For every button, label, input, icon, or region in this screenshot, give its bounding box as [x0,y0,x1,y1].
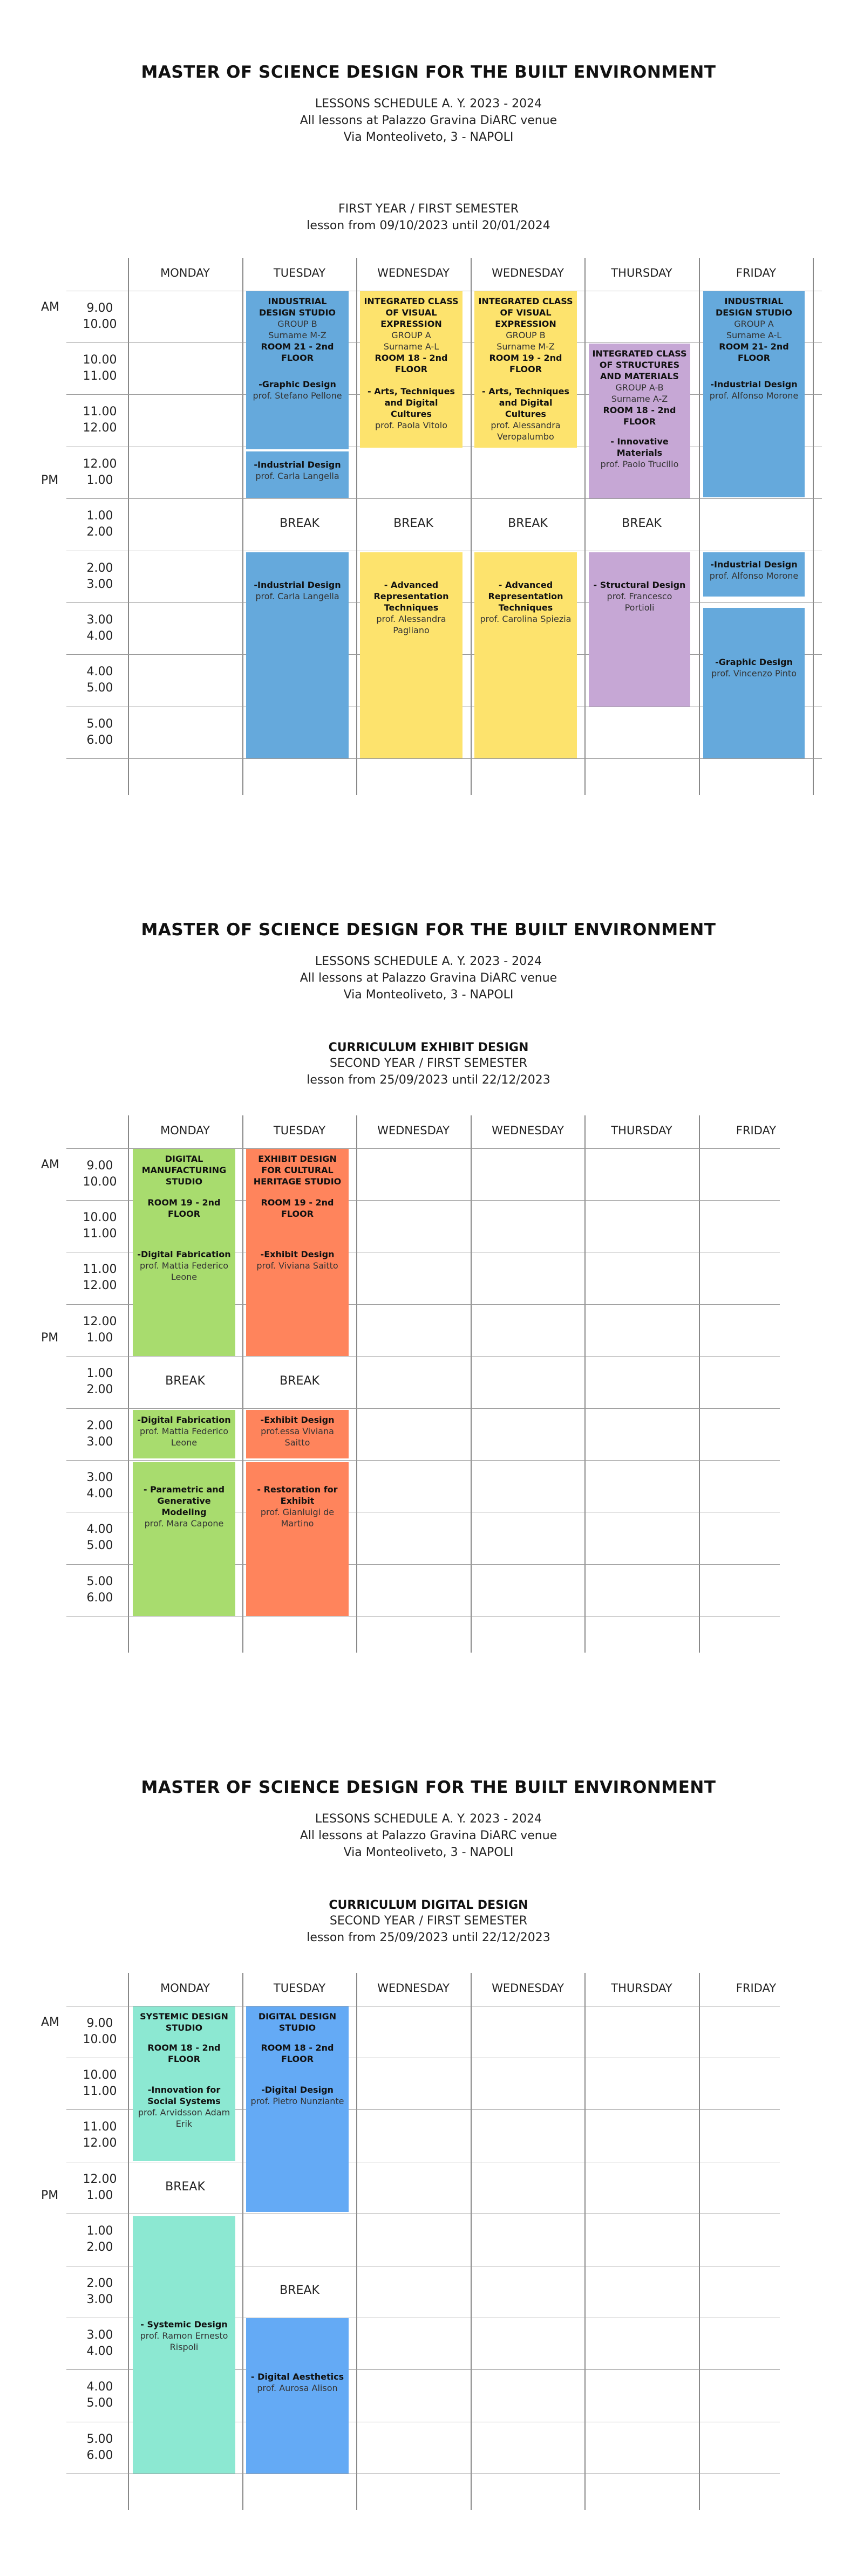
schedule-year: LESSONS SCHEDULE A. Y. 2023 - 2024 [315,97,542,111]
time-slot: 11.00 12.00 [83,2120,117,2150]
lesson-block: - Restoration for Exhibit prof. Gianluigi de Martino [246,1462,349,1616]
venue: All lessons at Palazzo Gravina DiARC venue [300,971,557,985]
day-header-friday: FRIDAY [736,1982,777,1995]
day-header-thursday: THURSDAY [611,266,672,279]
day-header-friday: FRIDAY [736,1124,777,1137]
lesson-block: -Industrial Design prof. Carla Langella [246,451,349,498]
time-slot: 4.00 5.00 [86,665,113,695]
day-header-monday: MONDAY [160,266,210,279]
break-label: BREAK [393,517,433,530]
time-slot: 4.00 5.00 [86,1523,113,1552]
day-header-thursday: THURSDAY [611,1124,672,1137]
break-label: BREAK [280,517,319,530]
time-slot: 1.00 2.00 [86,509,113,539]
page-title: MASTER OF SCIENCE DESIGN FOR THE BUILT ENVIRONMENT [141,63,716,82]
time-slot: 3.00 4.00 [86,1471,113,1501]
break-label: BREAK [280,2284,319,2297]
lesson-block: INDUSTRIAL DESIGN STUDIO GROUP B Surname M-Z ROOM 21 - 2nd FLOOR -Graphic Design prof. Stefano Pellone [246,291,349,449]
time-slot: 2.00 3.00 [86,561,113,591]
break-label: BREAK [508,517,548,530]
semester: SECOND YEAR / FIRST SEMESTER [329,1057,528,1070]
lesson-block: DIGITAL MANUFACTURING STUDIO ROOM 19 - 2nd FLOOR -Digital Fabrication prof. Mattia Federico Leone [133,1149,235,1356]
day-header-tuesday: TUESDAY [273,1982,326,1995]
lesson-block: EXHIBIT DESIGN FOR CULTURAL HERITAGE STUDIO ROOM 19 - 2nd FLOOR -Exhibit Design prof. Viviana Saitto [246,1149,349,1356]
am-label: AM [41,1158,60,1171]
lesson-block: -Exhibit Design prof.essa Viviana Saitto [246,1410,349,1458]
time-slot: 10.00 11.00 [83,353,117,383]
lesson-block: - Advanced Representation Techniques prof. Alessandra Pagliano [360,552,462,758]
lesson-block: - Systemic Design prof. Ramon Ernesto Rispoli [133,2216,235,2474]
pm-label: PM [41,1331,59,1345]
lesson-block: INDUSTRIAL DESIGN STUDIO GROUP A Surname A-L ROOM 21- 2nd FLOOR -Industrial Design prof. Alfonso Morone [703,291,805,497]
pm-label: PM [41,474,59,487]
lesson-period: lesson from 25/09/2023 until 22/12/2023 [307,1073,550,1087]
lesson-block: SYSTEMIC DESIGN STUDIO ROOM 18 - 2nd FLOOR -Innovation for Social Systems prof. Arvidsson Adam Erik [133,2006,235,2161]
day-header-friday: FRIDAY [736,266,777,279]
schedule-first-year [0,0,857,858]
lesson-block: - Structural Design prof. Francesco Portioli [589,552,690,707]
day-header-wednesday-2: WEDNESDAY [492,266,564,279]
semester: SECOND YEAR / FIRST SEMESTER [329,1914,528,1928]
venue: All lessons at Palazzo Gravina DiARC venue [300,114,557,127]
time-slot: 12.00 1.00 [83,2173,117,2202]
schedule-exhibit-design [0,858,857,1715]
address: Via Monteoliveto, 3 - NAPOLI [343,988,514,1002]
curriculum-title: CURRICULUM EXHIBIT DESIGN [328,1041,529,1054]
lesson-block: -Industrial Design prof. Alfonso Morone [703,552,805,597]
lesson-block: - Advanced Representation Techniques prof. Carolina Spiezia [474,552,577,758]
lesson-block: INTEGRATED CLASS OF STRUCTURES AND MATERIALS GROUP A-B Surname A-Z ROOM 18 - 2nd FLOOR - Innovative Materials prof. Paolo Trucillo [589,344,690,498]
day-header-wednesday: WEDNESDAY [377,1124,450,1137]
schedule-year: LESSONS SCHEDULE A. Y. 2023 - 2024 [315,955,542,968]
time-slot: 1.00 2.00 [86,2224,113,2254]
time-slot: 9.00 10.00 [83,1159,117,1189]
day-header-wednesday-2: WEDNESDAY [492,1124,564,1137]
time-slot: 3.00 4.00 [86,2328,113,2358]
time-slot: 2.00 3.00 [86,1419,113,1449]
time-slot: 1.00 2.00 [86,1367,113,1396]
lesson-block: INTEGRATED CLASS OF VISUAL EXPRESSION GROUP B Surname M-Z ROOM 19 - 2nd FLOOR - Arts, Techniques and Digital Cultures prof. Alessandra Veropalumbo [474,291,577,448]
day-header-wednesday-2: WEDNESDAY [492,1982,564,1995]
day-header-thursday: THURSDAY [611,1982,672,1995]
curriculum-title: CURRICULUM DIGITAL DESIGN [329,1899,528,1912]
semester: FIRST YEAR / FIRST SEMESTER [338,202,519,216]
time-slot: 5.00 6.00 [86,717,113,747]
page-title: MASTER OF SCIENCE DESIGN FOR THE BUILT ENVIRONMENT [141,920,716,940]
lesson-block: DIGITAL DESIGN STUDIO ROOM 18 - 2nd FLOOR -Digital Design prof. Pietro Nunziante [246,2006,349,2212]
break-label: BREAK [622,517,662,530]
address: Via Monteoliveto, 3 - NAPOLI [343,1846,514,1859]
day-header-tuesday: TUESDAY [273,266,326,279]
time-slot: 10.00 11.00 [83,2068,117,2098]
venue: All lessons at Palazzo Gravina DiARC venue [300,1829,557,1842]
schedule-digital-design [0,1715,857,2576]
time-slot: 10.00 11.00 [83,1211,117,1241]
time-slot: 5.00 6.00 [86,1575,113,1605]
lesson-block: - Digital Aesthetics prof. Aurosa Alison [246,2318,349,2474]
lesson-block: -Industrial Design prof. Carla Langella [246,552,349,758]
time-slot: 11.00 12.00 [83,405,117,435]
time-slot: 3.00 4.00 [86,613,113,643]
lesson-block: - Parametric and Generative Modeling prof. Mara Capone [133,1462,235,1616]
lesson-period: lesson from 25/09/2023 until 22/12/2023 [307,1931,550,1944]
day-header-monday: MONDAY [160,1982,210,1995]
break-label: BREAK [165,2180,205,2194]
am-label: AM [41,300,60,314]
lesson-block: -Graphic Design prof. Vincenzo Pinto [703,608,805,758]
time-slot: 5.00 6.00 [86,2433,113,2462]
lesson-block: -Digital Fabrication prof. Mattia Federico Leone [133,1410,235,1458]
pm-label: PM [41,2189,59,2202]
time-slot: 11.00 12.00 [83,1263,117,1292]
day-header-wednesday: WEDNESDAY [377,266,450,279]
break-label: BREAK [165,1374,205,1388]
schedule-year: LESSONS SCHEDULE A. Y. 2023 - 2024 [315,1812,542,1826]
time-slot: 9.00 10.00 [83,2017,117,2046]
day-header-wednesday: WEDNESDAY [377,1982,450,1995]
lesson-block: INTEGRATED CLASS OF VISUAL EXPRESSION GROUP A Surname A-L ROOM 18 - 2nd FLOOR - Arts, Techniques and Digital Cultures prof. Paola Vitolo [360,291,462,448]
day-header-monday: MONDAY [160,1124,210,1137]
time-slot: 12.00 1.00 [83,1315,117,1345]
address: Via Monteoliveto, 3 - NAPOLI [343,131,514,144]
lesson-period: lesson from 09/10/2023 until 20/01/2024 [307,219,550,232]
break-label: BREAK [280,1374,319,1388]
time-slot: 12.00 1.00 [83,457,117,487]
am-label: AM [41,2016,60,2029]
day-header-tuesday: TUESDAY [273,1124,326,1137]
page-title: MASTER OF SCIENCE DESIGN FOR THE BUILT ENVIRONMENT [141,1778,716,1797]
time-slot: 9.00 10.00 [83,302,117,331]
time-slot: 2.00 3.00 [86,2277,113,2306]
time-slot: 4.00 5.00 [86,2380,113,2410]
